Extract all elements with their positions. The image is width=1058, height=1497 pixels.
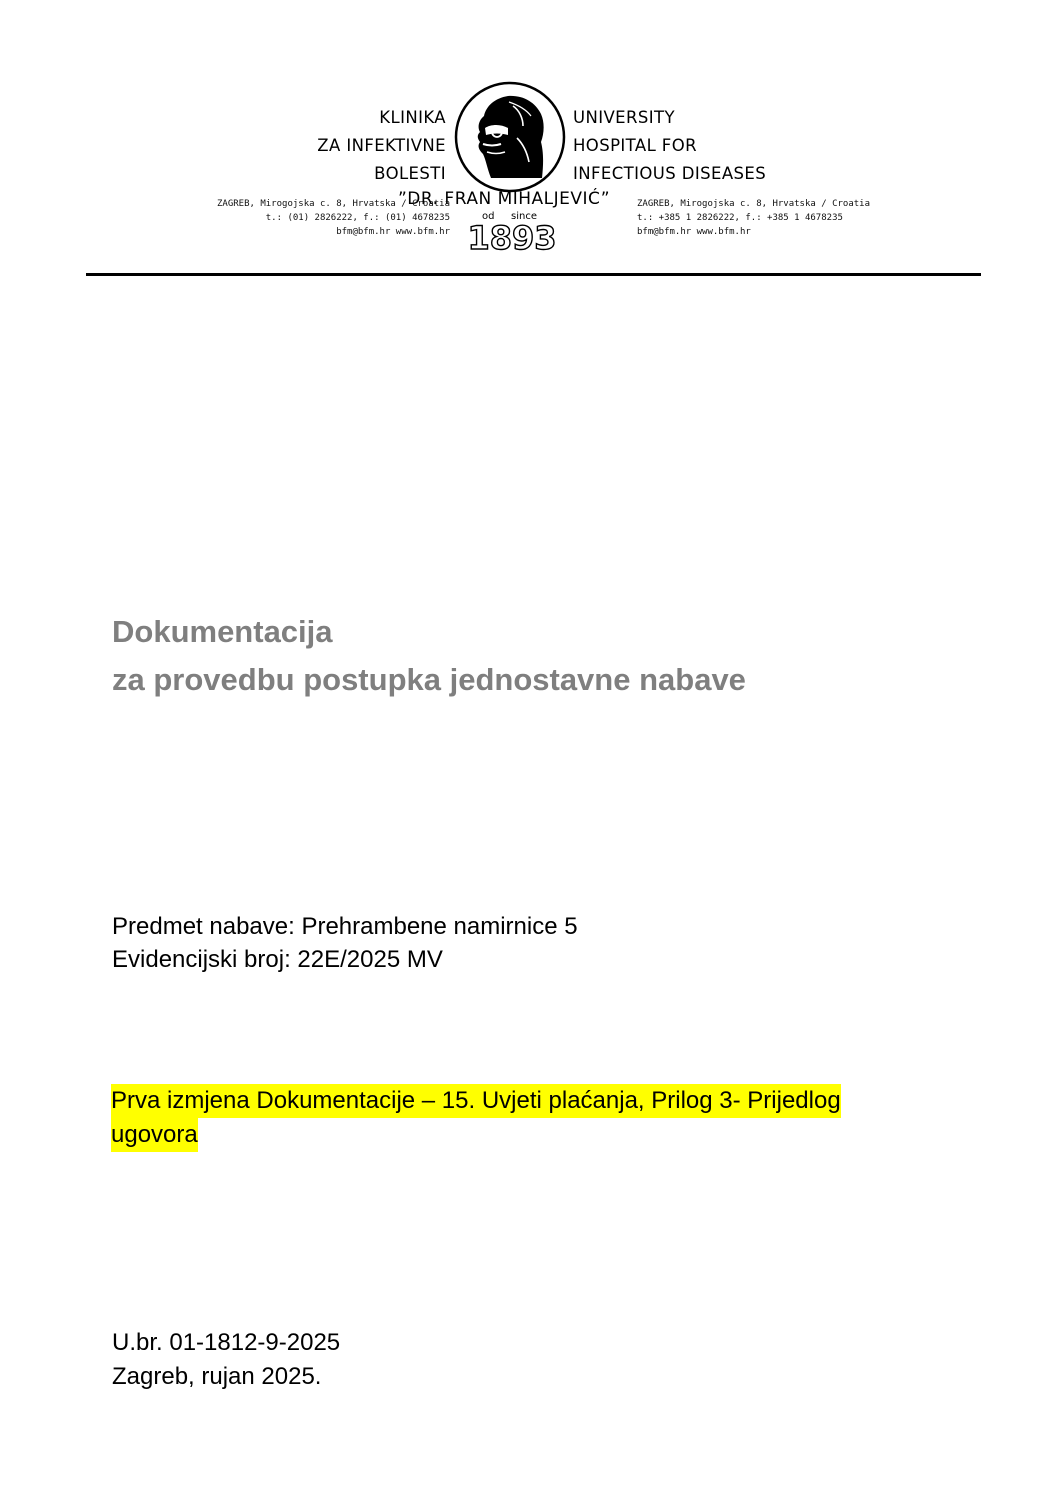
amendment-notice — [111, 1084, 841, 1152]
amendment-line-1: Prva izmjena Dokumentacije – 15. Uvjeti plaćanja, Prilog 3- Prijedlog — [111, 1084, 841, 1118]
evidence-number-line: Evidencijski broj: 22E/2025 MV — [112, 946, 443, 973]
reference-number: U.br. 01-1812-9-2025 — [112, 1329, 341, 1356]
letterhead-right-line-1: UNIVERSITY — [573, 108, 675, 127]
letterhead-left-line-1: KLINIKA — [379, 108, 446, 127]
letterhead-left-line-3: BOLESTI — [374, 164, 446, 183]
place-and-date: Zagreb, rujan 2025. — [112, 1363, 322, 1390]
address-block-left — [217, 197, 450, 239]
address-right-line-1: ZAGREB, Mirogojska c. 8, Hrvatska / Croatia — [637, 199, 870, 209]
founded-od: od — [482, 211, 495, 222]
svg-text:1893: 1893 — [467, 219, 557, 257]
header-divider — [86, 273, 981, 276]
address-block-right — [637, 197, 870, 239]
letterhead-left-text — [317, 104, 446, 188]
document-footer — [112, 1326, 340, 1394]
founded-since: since — [511, 211, 537, 222]
procurement-subject — [112, 910, 578, 976]
document-title-line-2: za provedbu postupka jednostavne nabave — [112, 662, 746, 697]
document-title — [112, 608, 746, 704]
letterhead-right-line-2: HOSPITAL FOR — [573, 136, 697, 155]
portrait-medallion-icon — [453, 80, 568, 195]
address-right-line-3: bfm@bfm.hr www.bfm.hr — [637, 227, 751, 237]
founded-year — [467, 219, 557, 257]
address-left-line-1: ZAGREB, Mirogojska c. 8, Hrvatska / Croatia — [217, 199, 450, 209]
letterhead-left-line-2: ZA INFEKTIVNE — [317, 136, 446, 155]
address-left-line-2: t.: (01) 2826222, f.: (01) 4678235 — [265, 213, 450, 223]
address-left-line-3: bfm@bfm.hr www.bfm.hr — [336, 227, 450, 237]
amendment-line-2: ugovora — [111, 1118, 198, 1152]
procurement-subject-line: Predmet nabave: Prehrambene namirnice 5 — [112, 913, 578, 940]
hospital-name: ”DR. FRAN MIHALJEVIĆ” — [398, 189, 611, 209]
letterhead — [0, 0, 1058, 270]
letterhead-right-line-3: INFECTIOUS DISEASES — [573, 164, 767, 183]
letterhead-right-text — [573, 104, 766, 188]
document-title-line-1: Dokumentacija — [112, 614, 333, 649]
address-right-line-2: t.: +385 1 2826222, f.: +385 1 4678235 — [637, 213, 843, 223]
